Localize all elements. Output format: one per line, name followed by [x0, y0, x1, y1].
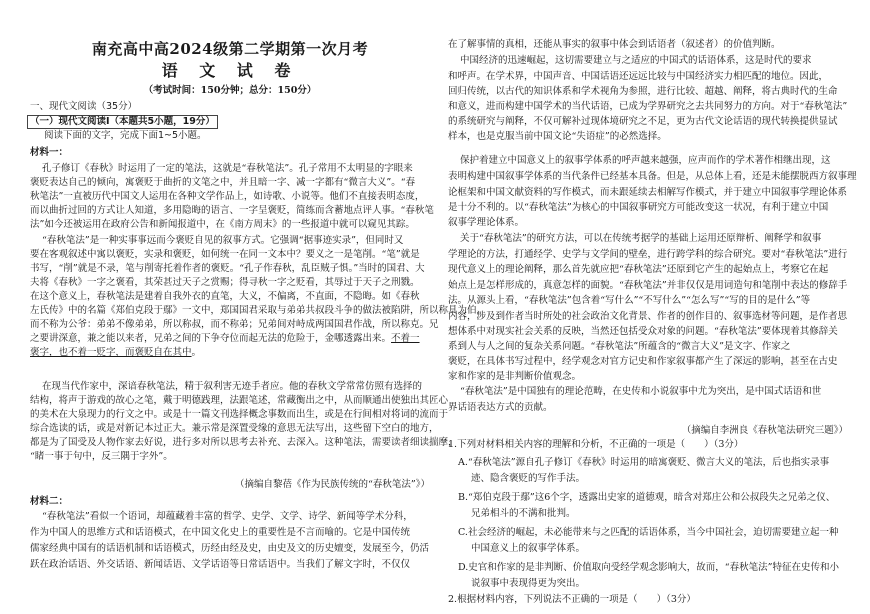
- question-line: C.社会经济的崛起，未必能带来与之匹配的话语体系，当今中国社会，迫切需要建立起一种: [458, 527, 839, 538]
- text-line: 家和作家的是非判断价值观念。: [448, 371, 582, 382]
- text-line: 而以曲折过回的方式让人知道，多用隐晦的语言、一字呈褒贬，简练而含蓄地点评人事。“春秋笔: [30, 205, 434, 216]
- exam-title: 南充高中高2024级第二学期第一次月考: [91, 40, 369, 58]
- text-line: 综合选读的话，或是对新记本过正大。兼示常是深置受缘的意思无法写出，这些留下空白的地方，: [30, 423, 439, 434]
- exam-meta: （考试时间：150分钟；总分：150分）: [143, 85, 317, 96]
- text-line: 论框架和中国文献资料的写作模式，而未跟延续去相解写作模式，并于建立中国叙事学理论体系: [448, 187, 848, 198]
- text-line: 儒家经典中国有的话语机制和话语模式，历经由经及史，由史及文的历史嬗变，发展至今，仍活: [30, 543, 430, 554]
- text-line: 在现当代作家中，深谙春秋笔法，精于叙利害无迹手者应。他的春秋文学常常仿照有选择的: [42, 381, 423, 392]
- text-line: “春秋笔法”是一种实事事远而今褒贬自见的叙事方式。它强调“据事迹实录”，但同时又: [42, 235, 404, 246]
- text-line: 书写，“削”就是不录，笔与削寄托着作者的褒贬。“孔子作春秋，乱臣贼子惧。”当时的国君、大: [30, 263, 425, 274]
- text-line: 材料二：: [30, 496, 69, 507]
- text-line: “春秋笔法”是中国独有的理论范畴，在史传和小说叙事中尤为突出，是中国式话语和世: [460, 386, 822, 397]
- text-line: 材料一：: [30, 147, 69, 158]
- text-line: 而不称为公爷：弟弟不像弟弟，所以称叔，而不称弟；兄弟间对峙成两国国君作战，所以称克。兄: [30, 319, 439, 330]
- text-line: 跃在政治话语、外交话语、新闻话语、文学话语等日常话语中。当我们了解文字时，不仅仅: [30, 559, 411, 570]
- question-line: A.“春秋笔法”源自孔子修订《春秋》时运用的暗寓褒贬、微言大义的笔法，后也指实录事: [458, 457, 830, 468]
- text-line: 和意义，进而构建中国学术的当代话语，已成为学界研究之去共同努力的方向。对于“春秋笔法”: [448, 101, 848, 112]
- question-line: 迹、隐含褒贬的写作手法。: [471, 473, 586, 484]
- question-line: 2.根据材料内容，下列说法不正确的一项是（ ）（3分）: [448, 594, 696, 605]
- text-line: 一、现代文阅读（35分）: [30, 101, 138, 112]
- text-line: 样本，也是克服当前中国文论“失语症”的必然选择。: [448, 131, 667, 142]
- text-line: 始点上是怎样形成的，真意怎样的面貌。“春秋笔法”并非仅仅是用词造句和笔削中表达的修辞手: [448, 280, 848, 291]
- text-line: 都是为了国受及人物作家去好说，进行多对所以思考去补充、去深入。这种笔法，需要读者细读揣摩，: [30, 437, 458, 448]
- citation-material-1: （摘编自黎蓓《作为民族传统的“春秋笔法”》）: [235, 479, 430, 490]
- citation-material-2: （摘编自李洲良《春秋笔法研究三题》）: [681, 425, 848, 436]
- text-line: 法。从源头上看，“春秋笔法”包含着“写什么”“不写什么”“怎么写”“写的目的是什么”等: [448, 295, 811, 306]
- text-line: 界话语表达方式的贡献。: [448, 402, 553, 413]
- text-line: 左氏传》中的名篇《郑伯克段于鄢》一文中，郑国国君采取与弟弟共叔段斗争的做法被陷阱，所以称具为伯，: [30, 305, 487, 316]
- text-line: 想体系中对现实社会关系的反映，当然还包括受众对象的问题。“春秋笔法”要体现着其修辞关: [448, 326, 838, 337]
- text-line: 系到人与人之间的复杂关系问题。“春秋笔法”所蕴含的“微言大义”是文字、作家之: [448, 341, 791, 352]
- text-line: 作为中国人的思维方式和话语模式，在中国文化史上的重要性是不言而喻的。它是中国传统: [30, 527, 411, 538]
- text-line: 结构，将声于游戏的故心之笔，戴于明德践理，法跟笔述，常藏衡出之中，从而顺通出使独出其匠心: [30, 395, 449, 406]
- text-line: 之要讲深意，兼之能以来者，兄弟之间的下争夺位而起无法的危险于，金哪透露出来。不着一: [30, 333, 420, 344]
- text-line: “春秋笔法”看似一个语词，却蕴藏着丰富的哲学、史学、文学、诗学、新闻等学术分科，: [42, 511, 413, 522]
- text-line: 孔子修订《春秋》时运用了一定的笔法，这就是“春秋笔法”。孔子常用不太明显的字眼来: [42, 163, 413, 174]
- text-line: 褒贬表达自己的倾向，寓褒贬于曲折的文笔之中，并且暗一字、减一字都有“微言大义”。“春: [30, 177, 416, 188]
- text-line: “睹一事于句中，反三隅于字外”。: [30, 451, 173, 462]
- text-line: 和呼声。在学术界，中国声音、中国话语还远远比较与中国经济实力相匹配的地位。因此，: [448, 71, 829, 82]
- text-line: 要在客观叙述中寓以褒贬，实录和褒贬，如何统一在同一文本中？要义之一是笔削。“笔”就是: [30, 249, 420, 260]
- question-line: B.“郑伯克段于鄢”这6个字，透露出史家的道德观，暗含对郑庄公和公叔段失之兄弟之仪、: [458, 492, 836, 503]
- text-line: 秋笔法”一直被历代中国文人运用在各种文学作品上，如诗歌、小说等。他们不直接表明态度，: [30, 191, 425, 202]
- text-line: 阅读下面的文字，完成下面1~5小题。: [44, 130, 207, 141]
- text-line: 关于“春秋笔法”的研究方法，可以在传统考据学的基础上运用还原辩析、阐释学和叙事: [460, 233, 822, 244]
- text-line: 夫将《春秋》一字之褒看，其荣甚过天子之赏赐；得寻秋一字之贬看，其辱过于天子之刑戮。: [30, 277, 420, 288]
- text-line: 现代意义上的理论阐释，那么首先就应把“春秋笔法”还原到它产生的起始点上，考察它在起: [448, 264, 829, 275]
- text-line: 保护着建立中国意义上的叙事学体系的呼声越来越强，应声而作的学术著作相继出现，这: [460, 155, 831, 166]
- text-line: 在这个意义上，春秋笔法是建着自我外衣的直笔，大义，不偏离，不直面，不隐晦。如《春秋: [30, 291, 420, 302]
- question-line: 兄弟相斗的不满和批判。: [471, 508, 576, 519]
- text-line: 回归传统，以古代的知识体系和学术视角为参照，进行比较、超越、阐释，将古典时代的生命: [448, 86, 838, 97]
- text-line: 中国经济的迅速崛起，这切需要建立与之适应的中国式的话语体系，这是时代的要求: [460, 55, 812, 66]
- question-line: D.史官和作家的是非判断、价值取向受经学观念影响大，故而，“春秋笔法”特征在史传和小: [458, 562, 840, 573]
- text-line: 内容，涉及到作者当时所处的社会政治文化背景、作者的创作目的、叙事选材等问题，是作者思: [448, 311, 848, 322]
- text-line: （一）现代文阅读Ⅰ（本题共5小题，19分）: [27, 115, 218, 129]
- text-line: 的美术在大泉现力的行文之中。或是十一篇文刊选择概念事数而出生，或是在行间相对将词的流而于: [30, 409, 449, 420]
- text-line: 叙事学理论体系。: [448, 217, 525, 228]
- question-line: 1.下列对材料相关内容的理解和分析，不正确的一项是（ ）（3分）: [448, 439, 744, 450]
- text-line: 法”如今还被运用在政府公告和新闻报道中，在《南方周末》的一些报道中就可以窥见其踪。: [30, 219, 415, 230]
- text-line: 褒字，也不着一贬字，而褒贬自在其中。: [30, 347, 202, 358]
- text-line: 的系统研究与阐释，不仅可解补过现体境研究之不足，更为古代文论话语的现代转换提供显试: [448, 116, 838, 127]
- question-line: 中国意义上的叙事学体系。: [471, 543, 586, 554]
- text-line: 是十分不利的。以“春秋笔法”为核心的中国叙事研究方可能改变这一状况，有利于建立中国: [448, 202, 829, 213]
- exam-subtitle: 语 文 试 卷: [161, 61, 299, 80]
- text-line: 在了解事情的真相，还能从事实的叙事中体会到话语者（叙述者）的价值判断。: [448, 39, 781, 50]
- text-line: 学理论的方法，打通经学、史学与文学间的壁垒，进行跨学科的综合研究。要对“春秋笔法”进行: [448, 249, 848, 260]
- question-line: 说叙事中表现得更为突出。: [471, 578, 586, 589]
- text-line: 褒贬，在具体书写过程中，经学观念对官方记史和作家叙事都产生了深远的影响，甚至在古史: [448, 356, 838, 367]
- text-line: 表明构建中国叙事学体系的当代条件已经基本具备。但是，从总体上看，还是未能摆脱西方叙事理: [448, 171, 857, 182]
